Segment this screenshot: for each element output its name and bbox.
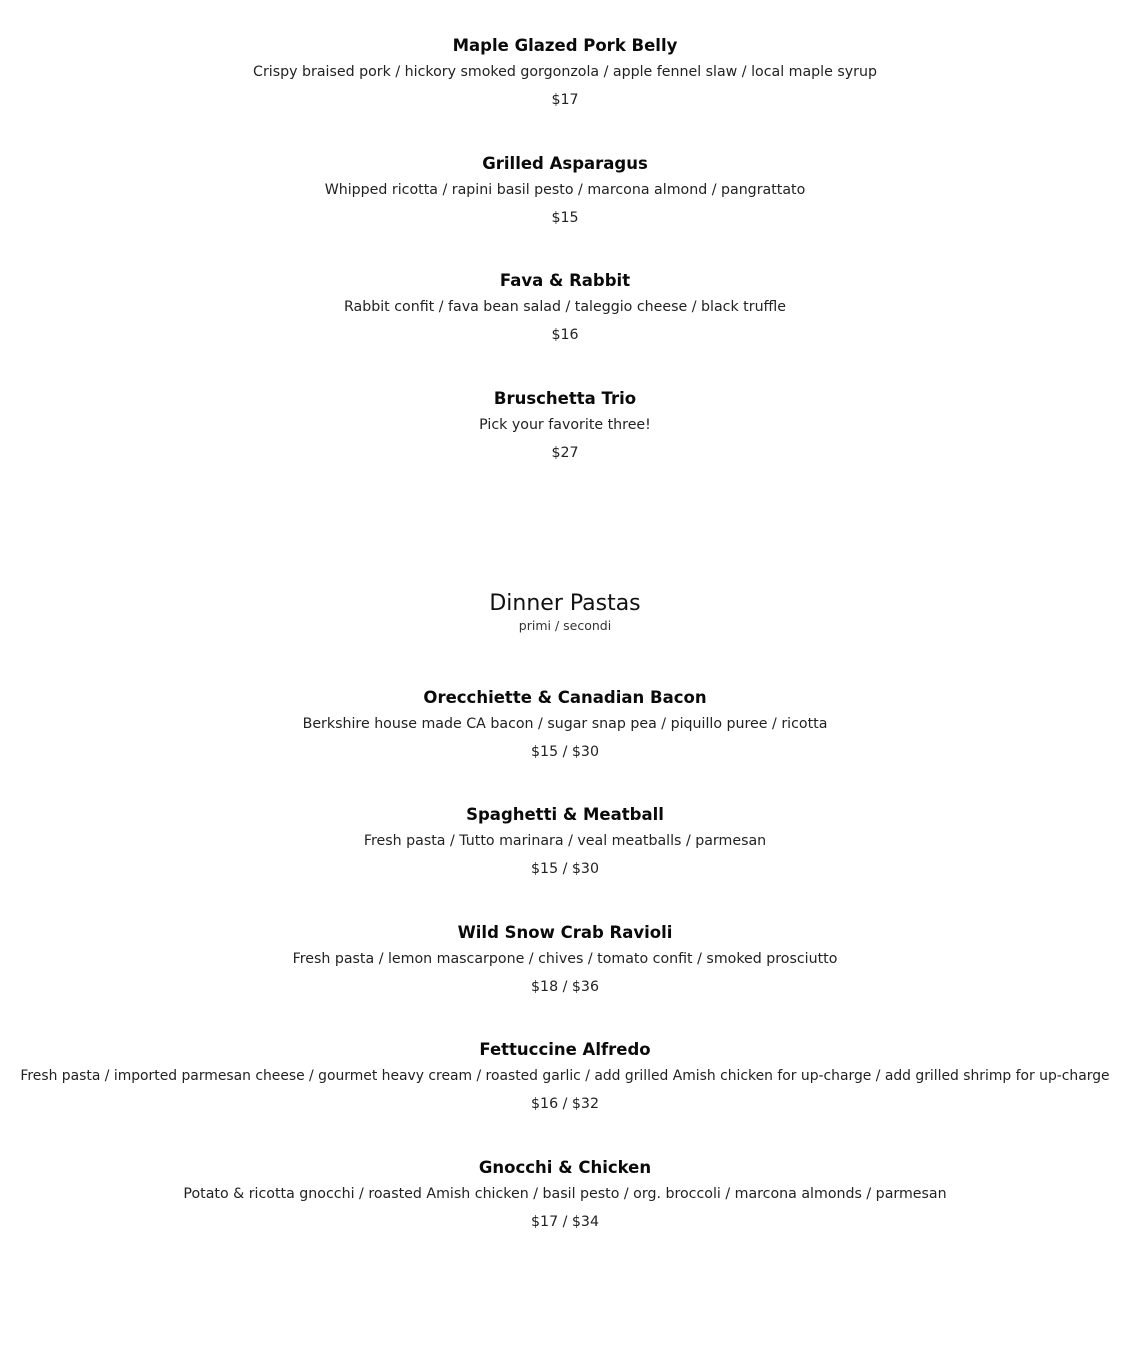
item-name: Wild Snow Crab Ravioli	[457, 923, 673, 942]
item-price: $27	[551, 445, 579, 461]
menu-item-spaghetti-meatball	[0, 805, 1130, 879]
menu-item-gnocchi-chicken	[0, 1158, 1130, 1232]
item-name: Spaghetti & Meatball	[466, 805, 664, 824]
menu-item-snow-crab-ravioli	[0, 923, 1130, 997]
menu-item-grilled-asparagus	[0, 154, 1130, 228]
menu-item-pork-belly	[0, 36, 1130, 110]
item-description: Crispy braised pork / hickory smoked gorgonzola / apple fennel slaw / local maple syrup	[253, 64, 877, 80]
item-name: Maple Glazed Pork Belly	[452, 36, 678, 55]
item-price: $16	[551, 327, 579, 343]
item-description: Pick your favorite three!	[479, 417, 651, 433]
item-name: Fava & Rabbit	[499, 271, 631, 290]
item-price: $16 / $32	[531, 1096, 599, 1112]
item-name: Fettuccine Alfredo	[479, 1040, 651, 1059]
item-price: $15	[551, 210, 579, 226]
item-description: Rabbit confit / fava bean salad / taleggio cheese / black truffle	[343, 299, 787, 315]
section-title: Dinner Pastas	[489, 591, 641, 616]
section-header-dinner-pastas	[0, 590, 1130, 634]
section-subtitle: primi / secondi	[518, 618, 612, 633]
item-description: Whipped ricotta / rapini basil pesto / marcona almond / pangrattato	[324, 182, 806, 198]
menu-item-fava-rabbit	[0, 271, 1130, 345]
item-name: Bruschetta Trio	[493, 389, 637, 408]
menu-item-fettuccine-alfredo	[0, 1040, 1130, 1114]
item-price: $17 / $34	[531, 1214, 599, 1230]
item-name: Grilled Asparagus	[482, 154, 648, 173]
item-name: Orecchiette & Canadian Bacon	[423, 688, 707, 707]
item-price: $15 / $30	[531, 744, 599, 760]
item-description: Potato & ricotta gnocchi / roasted Amish chicken / basil pesto / org. broccoli / marcona almonds / parmesan	[183, 1186, 947, 1202]
item-description: Fresh pasta / lemon mascarpone / chives / tomato confit / smoked prosciutto	[292, 951, 838, 967]
item-description: Fresh pasta / Tutto marinara / veal meatballs / parmesan	[363, 833, 767, 849]
item-price: $18 / $36	[531, 979, 599, 995]
item-name: Gnocchi & Chicken	[478, 1158, 652, 1177]
item-description: Berkshire house made CA bacon / sugar snap pea / piquillo puree / ricotta	[302, 716, 828, 732]
menu-item-bruschetta-trio	[0, 389, 1130, 463]
menu-item-orecchiette	[0, 688, 1130, 762]
item-description: Fresh pasta / imported parmesan cheese / gourmet heavy cream / roasted garlic / add grilled Amish chicken for up-charge / add grilled shrimp for up-charge	[20, 1068, 1110, 1084]
item-price: $15 / $30	[531, 861, 599, 877]
item-price: $17	[551, 92, 579, 108]
